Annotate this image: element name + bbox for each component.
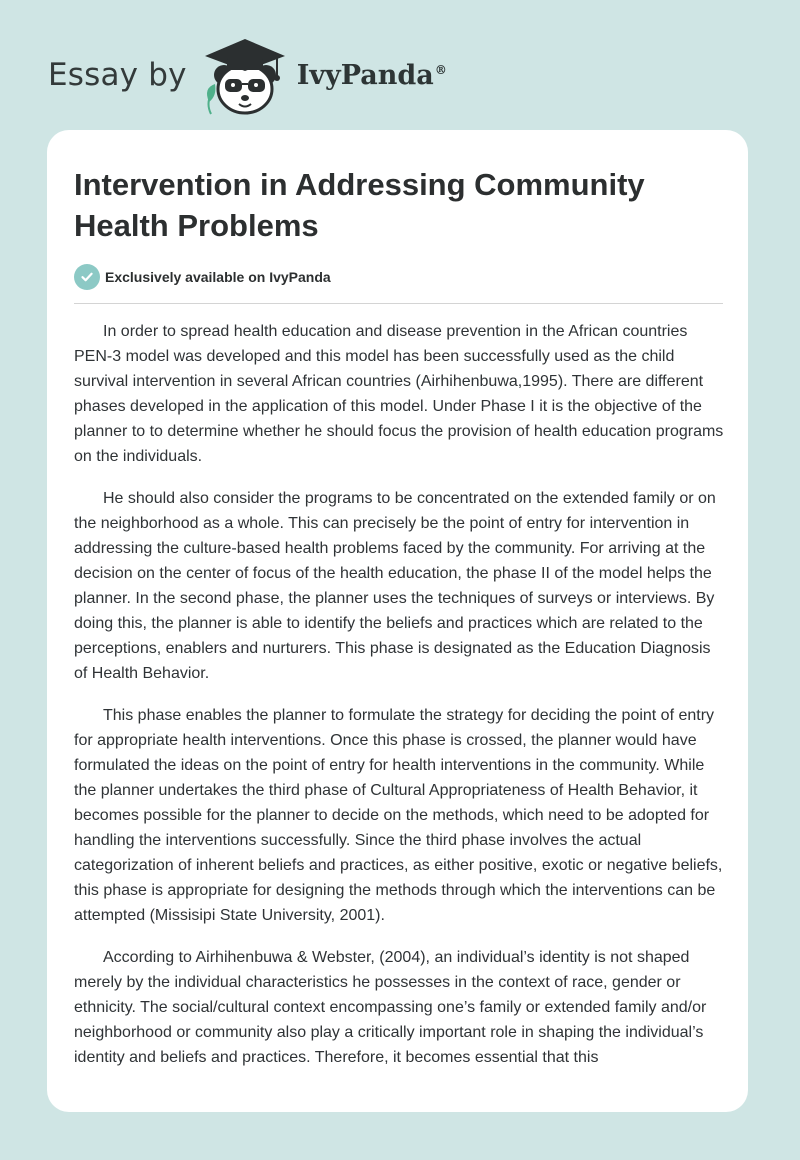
badge-text: Exclusively available on IvyPanda — [105, 269, 331, 285]
paragraph: This phase enables the planner to formulate the strategy for deciding the point of entry for appropriate health interventions. Once this phase is crossed, the planner would have formulated the ideas on the point of entry for health interventions in the community. While the planner undertakes the third phase of Cultural Appropriateness of Health Behavior, it becomes possible for the planner to decide on the methods, which need to be adopted for handling the interventions successfully. Since the third phase involves the actual categorization of inherent beliefs and practices, as either positive, exotic or negative beliefs, this phase is appropriate for designing the methods through which the interventions can be attempted (Missisipi State University, 2001). — [74, 707, 723, 924]
divider — [74, 303, 723, 304]
brand-name: IvyPanda® — [296, 59, 447, 91]
page-title: Intervention in Addressing Community Health Problems — [74, 167, 645, 243]
paragraph: According to Airhihenbuwa & Webster, (2004), an individual’s identity is not shaped merely by the individual characteristics he possesses in the context of race, gender or ethnicity. The social/cultural context encompassing one’s family or extended family and/or neighborhood or community also play a critically important role in shaping the individual’s identity and beliefs and practices. Therefore, it becomes essential that this — [74, 949, 707, 1066]
paragraph: In order to spread health education and disease prevention in the African countries PEN-3 model was developed and this model has been successfully used as the child survival intervention in several African countries (Airhihenbuwa,1995). There are different phases developed in the application of this model. Under Phase I it is the objective of the planner to to determine whether he should focus the provision of health education programs on the individuals. — [74, 323, 724, 465]
exclusive-badge — [74, 264, 331, 290]
essay-by-label: Essay by — [48, 57, 187, 93]
checkmark-circle-icon — [74, 264, 100, 290]
registered-mark: ® — [434, 62, 447, 77]
panda-graduate-logo-icon — [197, 34, 293, 116]
essay-card — [47, 130, 748, 1112]
essay-body — [74, 319, 724, 1087]
paragraph: He should also consider the programs to be concentrated on the extended family or on the neighborhood as a whole. This can precisely be the point of entry for intervention in addressing the culture-based health problems faced by the community. For arriving at the decision on the center of focus of the health education, the phase II of the model helps the planner. In the second phase, the planner uses the techniques of surveys or interviews. By doing this, the planner is able to identify the beliefs and practices which are related to the perceptions, enablers and nurturers. This phase is designated as the Education Diagnosis of Health Behavior. — [74, 490, 716, 682]
brand-header[interactable] — [48, 30, 447, 120]
